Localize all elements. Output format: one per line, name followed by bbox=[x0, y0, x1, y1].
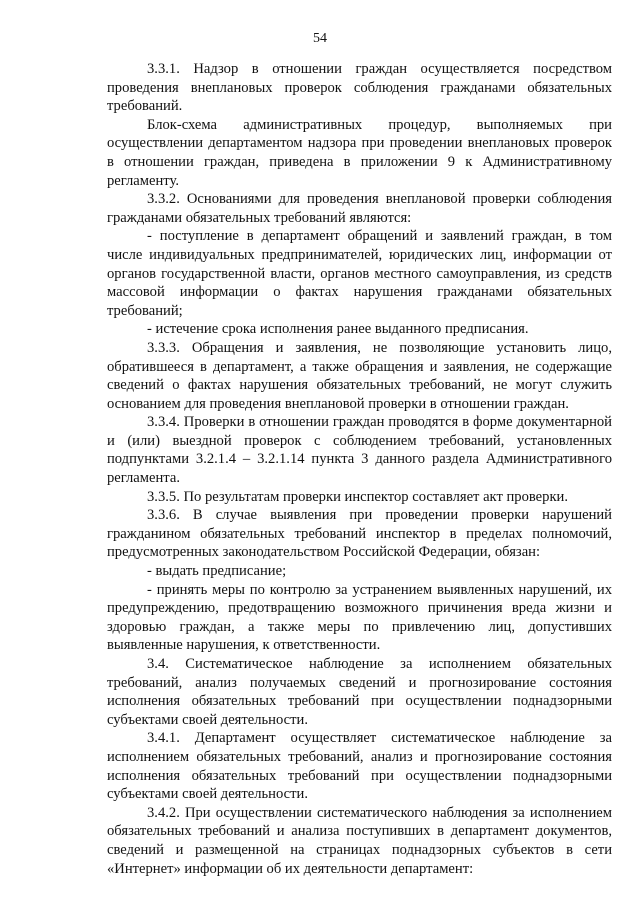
list-item-measures: - принять меры по контролю за устранением выявленных нарушений, их предупреждению, предотвращению возможного причинения вреда жизни и здоровью граждан, а также меры по привлечению лиц, допустивших выявленные нарушения, к ответственности. bbox=[107, 581, 612, 654]
paragraph-3-3-6: 3.3.6. В случае выявления при проведении проверки нарушений гражданином обязательных требований инспектор в пределах полномочий, предусмотренных законодательством Российской Федерации, обязан: bbox=[107, 507, 612, 561]
paragraph-3-3-1: 3.3.1. Надзор в отношении граждан осуществляется посредством проведения внеплановых проверок соблюдения гражданами обязательных требований. bbox=[107, 61, 612, 115]
paragraph-3-3-5: 3.3.5. По результатам проверки инспектор составляет акт проверки. bbox=[147, 488, 569, 505]
page-number: 54 bbox=[313, 31, 327, 46]
paragraph-3-3-4: 3.3.4. Проверки в отношении граждан проводятся в форме документарной и (или) выездной проверок с соблюдением требований, установленных подпунктами 3.2.1.4 – 3.2.1.14 пункта 3 данного раздела Административного регламента. bbox=[107, 414, 612, 487]
paragraph-3-3-3: 3.3.3. Обращения и заявления, не позволяющие установить лицо, обратившееся в департамент, а также обращения и заявления, не содержащие сведений о фактах нарушения обязательных требований, не могут служить основанием для проведения внеплановой проверки в отношении граждан. bbox=[107, 339, 612, 412]
paragraph-3-3-2: 3.3.2. Основаниями для проведения внеплановой проверки соблюдения гражданами обязательных требований являются: bbox=[107, 191, 612, 226]
paragraph-block-scheme: Блок-схема административных процедур, выполняемых при осуществлении департаментом надзора при проведении внеплановых проверок в отношении граждан, приведена в приложении 9 к Административному регламенту. bbox=[107, 116, 612, 189]
paragraph-3-4: 3.4. Систематическое наблюдение за исполнением обязательных требований, анализ получаемых сведений и прогнозирование состояния исполнения обязательных требований при осуществлении поднадзорными субъектами своей деятельности. bbox=[107, 656, 612, 728]
document-body bbox=[107, 60, 612, 878]
list-item-deadline: - истечение срока исполнения ранее выданного предписания. bbox=[147, 321, 529, 338]
paragraph-3-4-2: 3.4.2. При осуществлении систематического наблюдения за исполнением обязательных требований и анализа поступивших в департамент документов, сведений и размещенной на страницах поднадзорных субъектов в сети «Интернет» информации об их деятельности департамент: bbox=[107, 804, 612, 877]
paragraph-3-4-1: 3.4.1. Департамент осуществляет систематическое наблюдение за исполнением обязательных требований, анализ и прогнозирование состояния исполнения обязательных требований при осуществлении поднадзорными субъектами своей деятельности. bbox=[107, 730, 612, 803]
list-item-appeals: - поступление в департамент обращений и заявлений граждан, в том числе индивидуальных предпринимателей, юридических лиц, информации от органов государственной власти, органов местного самоуправления, из средств массовой информации о фактах нарушения гражданами обязательных требований; bbox=[107, 228, 612, 319]
list-item-order: - выдать предписание; bbox=[147, 563, 287, 580]
